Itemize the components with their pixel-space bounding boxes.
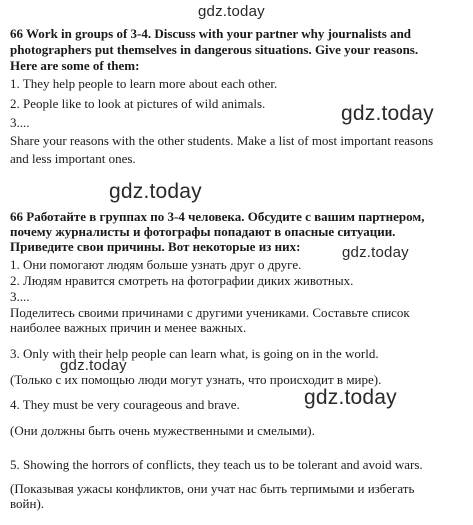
answer-3-ru: (Только с их помощью люди могут узнать, что происходит в мире). xyxy=(10,372,382,387)
answer-5-ru-line-2: войн). xyxy=(10,496,45,511)
watermark-top: gdz.today xyxy=(198,3,265,20)
answer-3-en: 3. Only with their help people can learn what, is going on in the world. xyxy=(10,346,379,361)
ru-heading-line-2: почему журналисты и фотографы попадают в опасные ситуации. xyxy=(10,224,396,239)
watermark-center: gdz.today xyxy=(109,180,202,203)
en-heading-line-2: photographers put themselves in dangerous situations. Give your reasons. xyxy=(10,42,419,57)
en-item-3: 3.... xyxy=(10,115,30,130)
ru-item-2: 2. Людям нравится смотреть на фотографии диких животных. xyxy=(10,273,354,288)
watermark-right-1: gdz.today xyxy=(341,102,434,125)
answer-4-en: 4. They must be very courageous and brave. xyxy=(10,397,240,412)
en-footer-line-1: Share your reasons with the other students. Make a list of most important reasons xyxy=(10,133,434,148)
en-heading-line-3: Here are some of them: xyxy=(10,58,140,73)
watermark-left: gdz.today xyxy=(60,357,127,374)
watermark-right-2: gdz.today xyxy=(342,244,409,261)
en-item-2: 2. People like to look at pictures of wild animals. xyxy=(10,96,266,111)
ru-item-3: 3.... xyxy=(10,289,30,304)
watermark-right-3: gdz.today xyxy=(304,386,397,409)
answer-5-ru-line-1: (Показывая ужасы конфликтов, они учат нас быть терпимыми и избегать xyxy=(10,481,415,496)
ru-footer-line-2: наиболее важных причин и менее важных. xyxy=(10,320,247,335)
ru-item-1: 1. Они помогают людям больше узнать друг о друге. xyxy=(10,257,302,272)
en-item-1: 1. They help people to learn more about each other. xyxy=(10,76,278,91)
ru-heading-line-3: Приведите свои причины. Вот некоторые из них: xyxy=(10,239,301,254)
en-footer-line-2: and less important ones. xyxy=(10,151,136,166)
ru-footer-line-1: Поделитесь своими причинами с другими учениками. Составьте список xyxy=(10,305,410,320)
answer-5-en: 5. Showing the horrors of conflicts, they teach us to be tolerant and avoid wars. xyxy=(10,457,423,472)
en-heading-line-1: 66 Work in groups of 3-4. Discuss with your partner why journalists and xyxy=(10,26,412,41)
answer-4-ru: (Они должны быть очень мужественными и смелыми). xyxy=(10,423,315,438)
ru-heading-line-1: 66 Работайте в группах по 3-4 человека. Обсудите с вашим партнером, xyxy=(10,209,425,224)
